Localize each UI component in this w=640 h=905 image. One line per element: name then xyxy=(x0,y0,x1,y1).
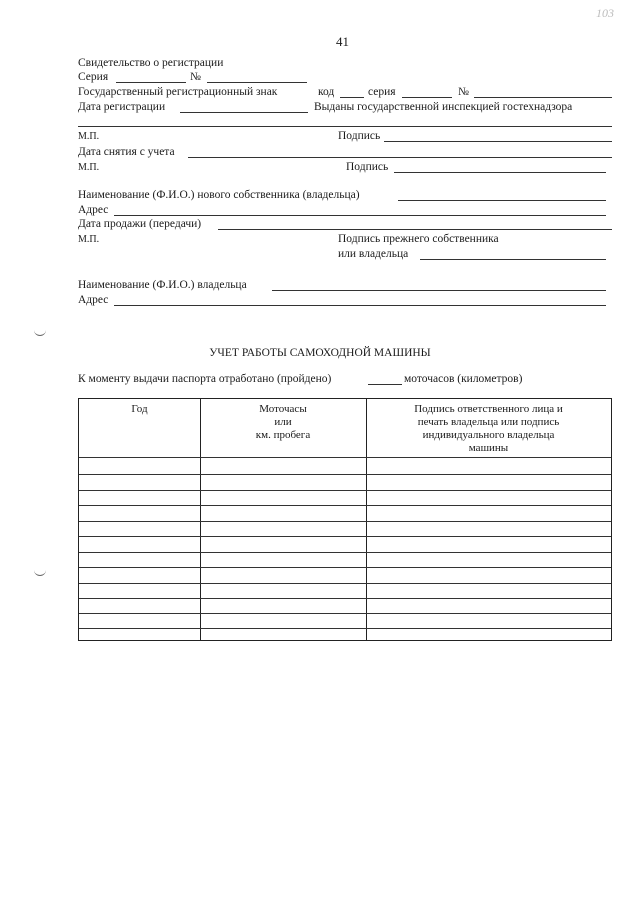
column-header-hours: Моточасы или км. пробега xyxy=(255,403,311,441)
series-field-2[interactable] xyxy=(402,97,452,98)
table-row xyxy=(79,552,611,553)
stamp-label: М.П. xyxy=(78,131,100,142)
table-row xyxy=(79,490,611,491)
number-field-2[interactable] xyxy=(474,97,612,98)
column-header-signature: Подпись ответственного лица и печать владельца или подпись индивидуального владельца машины xyxy=(414,403,563,454)
initial-hours-field[interactable] xyxy=(368,384,402,385)
column-header-year: Год xyxy=(131,403,148,415)
owner-name-label: Наименование (Ф.И.О.) владельца xyxy=(78,279,247,291)
new-owner-address-field[interactable] xyxy=(114,215,606,216)
table-row xyxy=(79,613,611,614)
table-row xyxy=(79,474,611,475)
issued-by-text: Выданы государственной инспекцией гостехнадзора xyxy=(314,101,573,113)
sale-date-field[interactable] xyxy=(218,229,612,230)
code-field[interactable] xyxy=(340,97,364,98)
binding-mark xyxy=(34,329,46,336)
new-owner-name-label: Наименование (Ф.И.О.) нового собственника (владельца) xyxy=(78,189,360,201)
table-row xyxy=(79,505,611,506)
stamp-label-2: М.П. xyxy=(78,162,100,173)
page-number: 41 xyxy=(336,34,349,49)
series-label: Серия xyxy=(78,71,109,83)
table-row xyxy=(79,583,611,584)
code-label: код xyxy=(318,86,335,98)
signature-label-2: Подпись xyxy=(346,161,389,173)
table-row xyxy=(79,598,611,599)
state-sign-label: Государственный регистрационный знак xyxy=(78,86,278,98)
sale-date-label: Дата продажи (передачи) xyxy=(78,218,202,230)
section-heading: УЧЕТ РАБОТЫ САМОХОДНОЙ МАШИНЫ xyxy=(209,347,431,359)
corner-note: 103 xyxy=(596,6,614,20)
registration-date-label: Дата регистрации xyxy=(78,101,166,113)
table-row xyxy=(79,628,611,629)
owner-address-field[interactable] xyxy=(114,305,606,306)
number-label: № xyxy=(190,71,201,83)
deregistration-date-label: Дата снятия с учета xyxy=(78,146,175,158)
issuer-field[interactable] xyxy=(78,126,612,127)
prev-owner-label-2: или владельца xyxy=(338,248,409,260)
work-record-table xyxy=(78,398,612,641)
owner-address-label: Адрес xyxy=(78,294,109,306)
intro-suffix: моточасов (километров) xyxy=(404,373,523,385)
certificate-title: Свидетельство о регистрации xyxy=(78,57,224,69)
prev-owner-signature-field[interactable] xyxy=(420,259,606,260)
binding-mark xyxy=(34,569,46,576)
new-owner-address-label: Адрес xyxy=(78,204,109,216)
number-label-2: № xyxy=(458,86,469,98)
series-field[interactable] xyxy=(116,82,186,83)
prev-owner-signature-label: Подпись прежнего собственника xyxy=(338,233,499,245)
stamp-label-3: М.П. xyxy=(78,234,100,245)
owner-name-field[interactable] xyxy=(272,290,606,291)
registration-date-field[interactable] xyxy=(180,112,308,113)
intro-prefix: К моменту выдачи паспорта отработано (пройдено) xyxy=(78,373,332,385)
signature-field-2[interactable] xyxy=(394,172,606,173)
signature-label: Подпись xyxy=(338,130,381,142)
table-row xyxy=(79,567,611,568)
new-owner-name-field[interactable] xyxy=(398,200,606,201)
table-row xyxy=(79,536,611,537)
series-label-2: серия xyxy=(368,86,396,98)
number-field[interactable] xyxy=(207,82,307,83)
deregistration-date-field[interactable] xyxy=(188,157,612,158)
signature-field[interactable] xyxy=(384,141,612,142)
table-row xyxy=(79,457,611,458)
table-row xyxy=(79,521,611,522)
